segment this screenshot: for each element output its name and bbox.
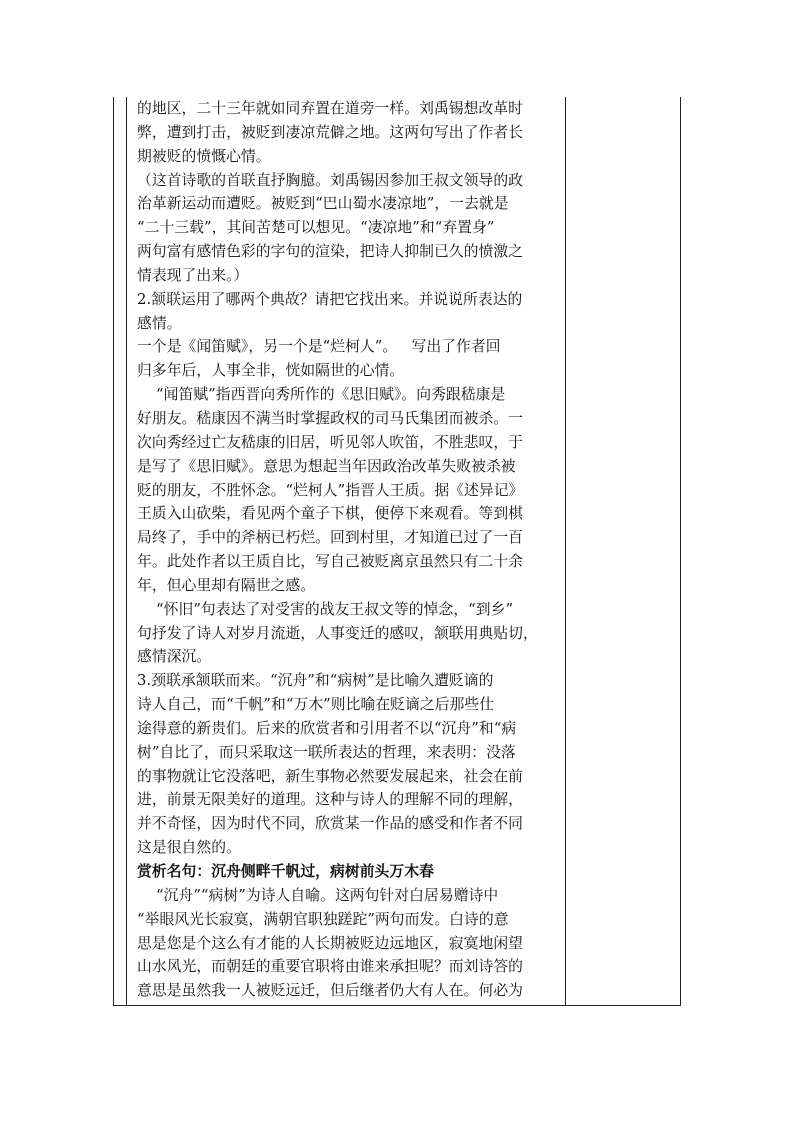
text-line: 好朋友。嵇康因不满当时掌握政权的司马氏集团而被杀。一 bbox=[137, 409, 524, 427]
question-heading: 3.颈联承颔联而来。“沉舟”和“病树”是比喻久遭贬谪的 bbox=[137, 672, 494, 690]
text-line: 途得意的新贵们。后来的欣赏者和引用者不以“沉舟”和“病 bbox=[137, 719, 517, 737]
text-line: 的事物就让它没落吧，新生事物必然要发展起来，社会在前 bbox=[137, 767, 524, 785]
text-line: “闻笛赋”指西晋向秀所作的《思旧赋》。向秀跟嵇康是 bbox=[137, 386, 506, 404]
text-line: 次向秀经过亡友嵇康的旧居，听见邻人吹笛，不胜悲叹，于 bbox=[137, 433, 524, 451]
text-line: 意思是虽然我一人被贬远迁，但后继者仍大有人在。何必为 bbox=[137, 982, 524, 1000]
question-heading: 2.颔联运用了哪两个典故？请把它找出来。并说说所表达的 bbox=[137, 290, 523, 308]
text-line: 山水风光，而朝廷的重要官职将由谁来承担呢？而刘诗答的 bbox=[137, 958, 524, 976]
text-line: “怀旧”句表达了对受害的战友王叔文等的悼念，“到乡” bbox=[137, 600, 514, 618]
text-line: 弊，遭到打击，被贬到凄凉荒僻之地。这两句写出了作者长 bbox=[137, 123, 524, 141]
text-line: 进，前景无限美好的道理。这种与诗人的理解不同的理解， bbox=[137, 791, 524, 809]
table-cell-content bbox=[137, 97, 557, 1003]
table-border-left bbox=[113, 97, 114, 1006]
text-line: 思是您是个这么有才能的人长期被贬边远地区，寂寞地闲望 bbox=[137, 934, 524, 952]
text-line: 期被贬的愤慨心情。 bbox=[137, 147, 271, 165]
text-line: 诗人自己，而“千帆”和“万木”则比喻在贬谪之后那些仕 bbox=[137, 696, 495, 714]
text-line: 这是很自然的。 bbox=[137, 839, 241, 857]
text-line: 年。此处作者以王质自比，写自己被贬离京虽然只有二十余 bbox=[137, 553, 524, 571]
text-line: 年，但心里却有隔世之感。 bbox=[137, 576, 316, 594]
table-border-right bbox=[680, 97, 681, 1006]
text-line: 感情。 bbox=[137, 314, 182, 332]
section-heading: 赏析名句：沉舟侧畔千帆过，病树前头万木春 bbox=[137, 863, 434, 880]
text-line: 一个是《闻笛赋》，另一个是“烂柯人”。 写出了作者回 bbox=[137, 338, 501, 356]
text-line: 两句富有感情色彩的字句的渲染，把诗人抑制已久的愤激之 bbox=[137, 243, 524, 261]
text-line: 情表现了出来。） bbox=[137, 266, 249, 284]
text-line: “二十三载”，其间苦楚可以想见。“凄凉地”和“弃置身” bbox=[137, 219, 495, 237]
table-border-bottom bbox=[113, 1005, 681, 1006]
text-line: 归多年后，人事全非，恍如隔世的心情。 bbox=[137, 362, 405, 380]
text-line: 王质入山砍柴，看见两个童子下棋，便停下来观看。等到棋 bbox=[137, 505, 524, 523]
text-line: 的地区，二十三年就如同弃置在道旁一样。刘禹锡想改革时 bbox=[137, 100, 524, 117]
text-line: “沉舟”“病树”为诗人自喻。这两句针对白居易赠诗中 bbox=[137, 886, 499, 904]
text-line: 并不奇怪，因为时代不同，欣赏某一作品的感受和作者不同 bbox=[137, 815, 524, 833]
text-line: 感情深沉。 bbox=[137, 648, 212, 666]
text-line: （这首诗歌的首联直抒胸臆。刘禹锡因参加王叔文领导的政 bbox=[137, 171, 524, 189]
text-line: 贬的朋友，不胜怀念。“烂柯人”指晋人王质。据《述异记》 bbox=[137, 481, 524, 499]
text-line: 局终了，手中的斧柄已朽烂。回到村里，才知道已过了一百 bbox=[137, 529, 524, 547]
table-column-divider bbox=[126, 97, 127, 1006]
text-line: 句抒发了诗人对岁月流逝，人事变迁的感叹，颔联用典贴切， bbox=[137, 624, 538, 642]
table-column-divider bbox=[565, 97, 566, 1006]
text-line: 治革新运动而遭贬。被贬到“巴山蜀水凄凉地”，一去就是 bbox=[137, 195, 509, 213]
text-line: 树”自比了，而只采取这一联所表达的哲理，来表明：没落 bbox=[137, 743, 516, 761]
text-line: 是写了《思旧赋》。意思为想起当年因政治改革失败被杀被 bbox=[137, 457, 516, 475]
text-line: “举眼风光长寂寞，满朝官职独蹉跎”两句而发。白诗的意 bbox=[137, 910, 509, 928]
